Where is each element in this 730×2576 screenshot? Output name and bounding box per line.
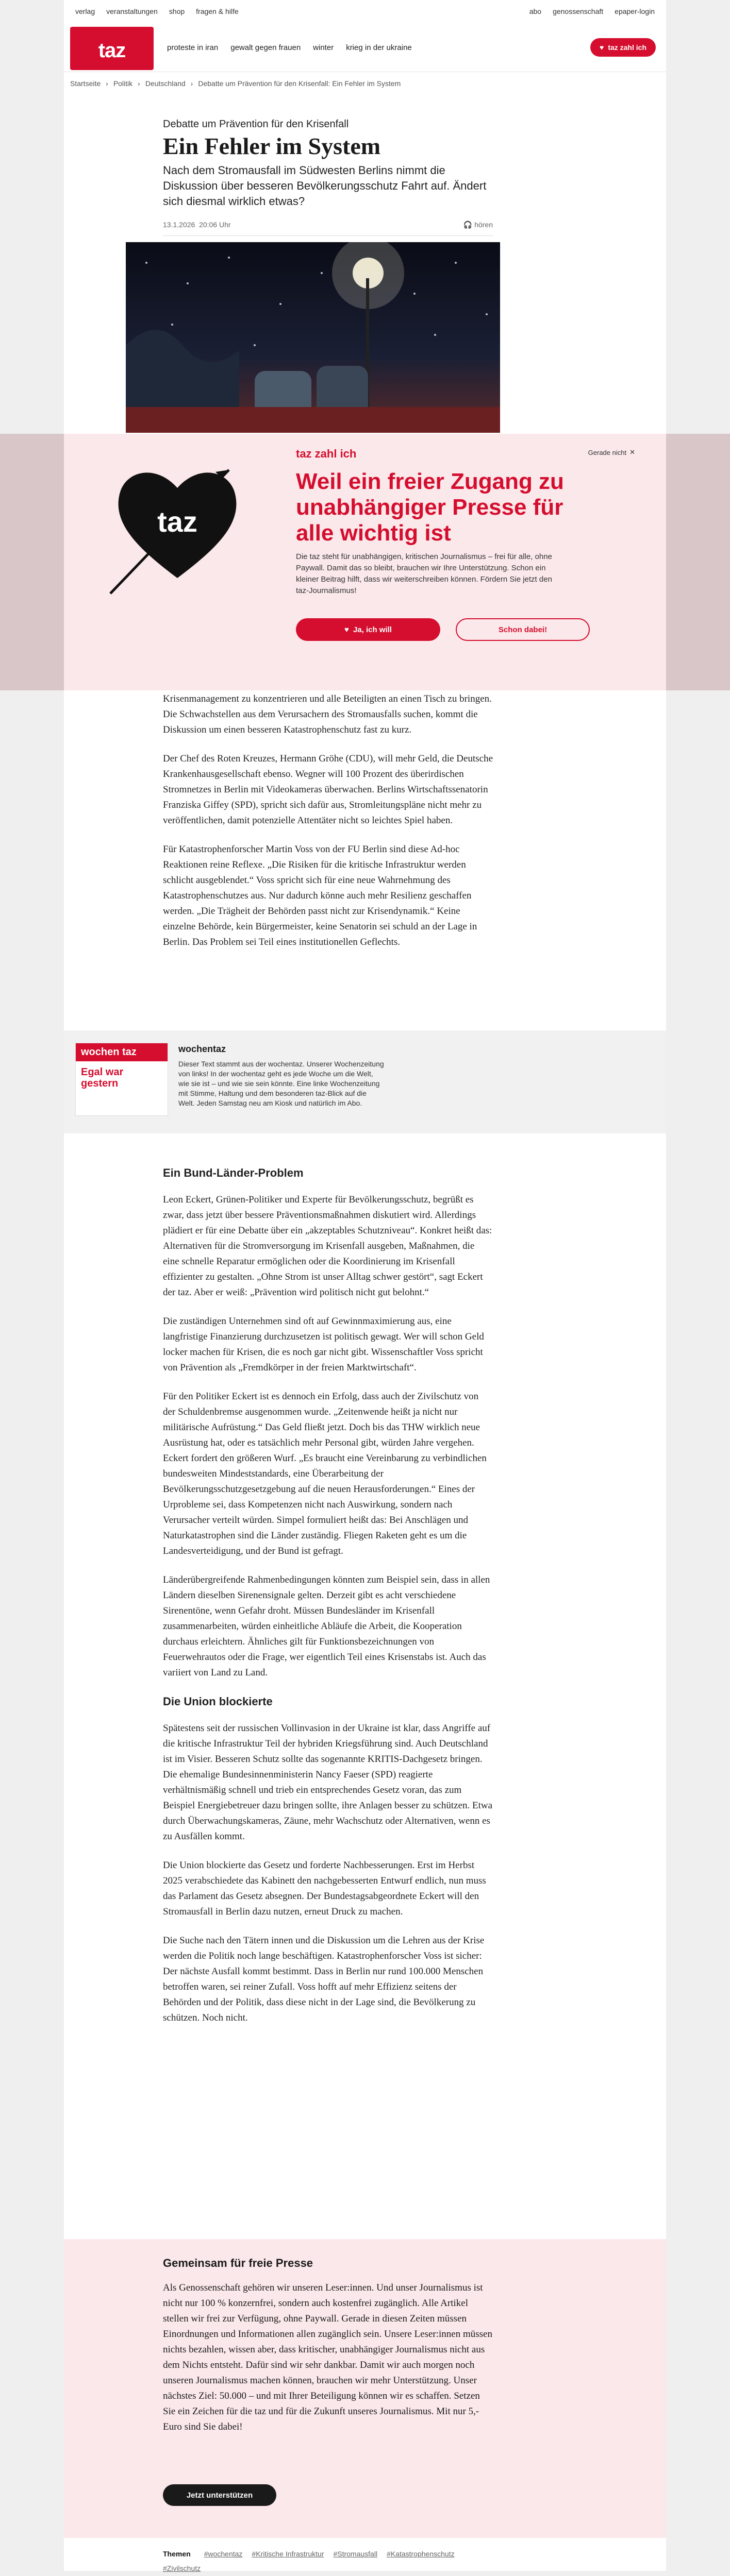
article-date: 13.1.2026	[163, 221, 195, 229]
overlay-close-button[interactable]	[588, 448, 635, 456]
breadcrumb	[70, 79, 401, 88]
taz-zahl-ich-button[interactable]	[590, 38, 656, 57]
nav-item-gewalt[interactable]: gewalt gegen frauen	[230, 43, 301, 52]
subheading: Ein Bund-Länder-Problem	[163, 1166, 304, 1179]
heart-icon: ♥	[344, 625, 349, 634]
taz-logo[interactable]	[70, 27, 154, 70]
listen-label: hören	[474, 221, 493, 229]
overlay-brand: taz zahl ich	[296, 447, 357, 460]
subheading: Die Union blockierte	[163, 1695, 273, 1708]
tags-label: Themen	[163, 2550, 191, 2558]
support-now-button[interactable]: Jetzt unterstützen	[163, 2484, 276, 2506]
nav-item-ukraine[interactable]: krieg in der ukraine	[346, 43, 412, 52]
support-title: Gemeinsam für freie Presse	[163, 2257, 313, 2269]
topic-nav	[167, 23, 412, 72]
breadcrumb-item[interactable]: Startseite	[70, 79, 101, 88]
overlay-yes-button[interactable]	[296, 618, 440, 641]
tag-link[interactable]: #Zivilschutz	[163, 2564, 201, 2572]
chevron-right-icon: ›	[106, 79, 108, 88]
article-paragraph: Die Union blockierte das Gesetz und forderte Nachbesserungen. Erst im Herbst 2025 verabschiedete das Kabinett den nachgebesserten Entwurf endlich, nun muss das Parlament das Gesetz absegnen. Der Bundestagsabgeordnete Eckert will den Stromausfall in Berlin dazu nutzen, erneut Druck zu machen.	[163, 1860, 486, 1917]
util-link-veranstaltungen[interactable]: veranstaltungen	[106, 7, 158, 15]
heart-arrow-logo	[105, 449, 250, 604]
breadcrumb-item[interactable]: Politik	[113, 79, 133, 88]
site-header	[64, 23, 666, 72]
breadcrumb-current: Debatte um Prävention für den Krisenfall: Ein Fehler im System	[198, 79, 401, 88]
utility-bar	[64, 0, 666, 23]
article-paragraph: Die Suche nach den Tätern innen und die Diskussion um die Lehren aus der Krise werden die Politik noch lange beschäftigen. Katastrophenforscher Voss ist sicher: Der nächste Ausfall kommt bestimmt. Dass in Berlin nur rund 100.000 Menschen betroffen waren, sei reiner Zufall. Voss hofft auf mehr Effizienz seitens der Behörden und der Politik, dass diese nicht in der Lage sind, die Bevölkerung zu schützen. Noch nicht.	[163, 1935, 485, 2023]
hero-image	[126, 242, 500, 433]
yes-label: Ja, ich will	[353, 625, 392, 634]
util-link-shop[interactable]: shop	[169, 7, 185, 15]
overlay-title: Weil ein freier Zugang zu unabhängiger Presse für alle wichtig ist	[296, 469, 564, 546]
support-block	[64, 2239, 666, 2538]
nav-item-winter[interactable]: winter	[313, 43, 334, 52]
donation-overlay	[0, 434, 730, 690]
util-link-abo[interactable]: abo	[529, 7, 542, 15]
util-link-hilfe[interactable]: fragen & hilfe	[196, 7, 239, 15]
article-time: 20:06 Uhr	[199, 221, 231, 229]
logo-heart-text: taz	[157, 505, 197, 538]
article-paragraph: Leon Eckert, Grünen-Politiker und Experte für Bevölkerungsschutz, begrüßt es zwar, dass jetzt über bessere Präventionsmaßnahmen diskutiert wird. Allerdings plädiert er für eine Debatte über ein „akzeptables Schutzniveau“. Konkret heißt das: Alternativen für die Stromversorgung im Krisenfall ausgeben, Maßnahmen, die eine schnelle Reparatur ermöglichen oder die Koordinierung im Krisenfall effizienter zu gestalten. „Ohne Strom ist unser Alltag schwer gestört“, sagt Eckert der taz. Aber er weiß: „Prävention wird politisch nicht gut belohnt.“	[163, 1194, 492, 1298]
breadcrumb-item[interactable]: Deutschland	[145, 79, 186, 88]
chevron-right-icon: ›	[190, 79, 193, 88]
article-paragraph: Für den Politiker Eckert ist es dennoch ein Erfolg, dass auch der Zivilschutz von der Schuldenbremse ausgenommen wurde. „Zeitenwende heißt ja nicht nur militärische Aufrüstung.“ Das Geld fließt jetzt. Doch bis das THW wirklich neue Ausrüstung hat, oder es tatsächlich mehr Personal gibt, würden Jahre vergehen. Eckert fordert den größeren Wurf. „Es braucht eine Vereinbarung zu verbindlichen bundesweiten Mindeststandards, eine Überarbeitung der Bevölkerungsschutzgesetzgebung auf die neuen Herausforderungen.“ Eines der Urprobleme sei, dass Kompetenzen nicht nach Auswirkung, sondern nach Verursacher verteilt würden. Simpel formuliert heißt das: Bei Anschlägen und Naturkatastrophen sind die Länder zuständig. Fliegen Raketen geht es um die Landesverteidigung, und der Bund ist gefragt.	[163, 1391, 487, 1556]
wochentaz-cover[interactable]	[75, 1043, 168, 1116]
wochentaz-title: wochentaz	[178, 1044, 226, 1054]
listen-button[interactable]: 🎧 hören	[463, 221, 493, 229]
heart-icon: ♥	[600, 43, 604, 52]
tag-link[interactable]: #Kritische Infrastruktur	[252, 2550, 324, 2558]
article-paragraph: Für Katastrophenforscher Martin Voss von der FU Berlin sind diese Ad-hoc Reaktionen reine Reflexe. „Die Risiken für die kritische Infrastruktur werden schlicht ausgeblendet.“ Voss spricht sich für eine neue Wahrnehmung des Katastrophenschutzes aus. Nur dadurch könne auch mehr Resilienz geschaffen werden. „Die Trägheit der Behörden passt nicht zur Krisendynamik.“ Keine einzelne Behörde, kein Bürgermeister, keine Senatorin sei schuld an der Lage in Berlin. Das Problem sei Teil eines institutionellen Geflechts.	[163, 844, 477, 947]
article-body-part1	[163, 691, 493, 963]
support-button-label: taz zahl ich	[608, 43, 646, 52]
tag-link[interactable]: #wochentaz	[204, 2550, 243, 2558]
article-paragraph: Der Chef des Roten Kreuzes, Hermann Gröhe (CDU), will mehr Geld, die Deutsche Krankenhausgesellschaft ebenso. Wegner will 100 Prozent des überirdischen Stromnetzes in Berlin mit Videokameras überwachen. Berlins Wirtschaftssenatorin Franziska Giffey (SPD), spricht sich dafür aus, Stromleitungspläne nicht mehr zu veröffentlichen, damit potenzielle Attentäter nicht so leichtes Spiel haben.	[163, 753, 493, 826]
close-icon: ✕	[629, 448, 635, 456]
article-body-part2	[163, 1161, 493, 2039]
tag-link[interactable]: #Katastrophenschutz	[387, 2550, 455, 2558]
donation-card	[64, 434, 666, 690]
overlay-text: Die taz steht für unabhängigen, kritischen Journalismus – frei für alle, ohne Paywall. Damit das so bleibt, brauchen wir Ihre Unterstützung. Schon ein kleiner Beitrag hilft, dass wir weiterschreiben können. Fördern Sie jetzt den taz-Journalismus!	[296, 552, 552, 595]
tag-link[interactable]: #Stromausfall	[333, 2550, 378, 2558]
logo-text: taz	[98, 39, 126, 62]
chevron-right-icon: ›	[138, 79, 140, 88]
util-link-verlag[interactable]: verlag	[75, 7, 95, 15]
overlay-already-button[interactable]: Schon dabei!	[456, 618, 590, 641]
support-text: Als Genossenschaft gehören wir unseren Leser:innen. Und unser Journalismus ist nicht nur 100 % konzernfrei, sondern auch kostenfrei zugänglich. Alle Artikel stellen wir frei zur Verfügung, ohne Paywall. Gerade in diesen Zeiten müssen Einordnungen und Informationen allen zugänglich sein. Unsere Leser:innen müssen nichts bezahlen, wissen aber, dass kritischer, unabhängiger Journalismus nicht aus dem Nichts entsteht. Dafür sind wir sehr dankbar. Damit wir auch morgen noch unseren Journalismus machen können, brauchen wir mehr Unterstützung. Unser nächstes Ziel: 50.000 – und mit Ihrer Beteiligung können wir es schaffen. Setzen Sie ein Zeichen für die taz und für die Zukunft unseres Journalismus. Mit nur 5,- Euro sind Sie dabei!	[163, 2282, 492, 2432]
wochentaz-promo	[64, 1030, 666, 1133]
cover-logo: wochen taz	[76, 1043, 168, 1061]
article-paragraph: Länderübergreifende Rahmenbedingungen könnten zum Beispiel sein, dass in allen Ländern dieselben Sirenensignale gelten. Derzeit gibt es acht verschiedene Sirenentöne, wenn Gefahr droht. Müssen Bundesländer im Krisenfall zusammenarbeiten, würden einheitliche Abläufe die Arbeit, die Kooperation durchaus erleichtern. Ähnliches gilt für Funktionsbezeichnungen von Feuerwehrautos oder die Frage, wer eigentlich Teil eines Krisenstabs ist. Auch das variiert von Land zu Land.	[163, 1574, 490, 1678]
article-paragraph: Die zuständigen Unternehmen sind oft auf Gewinnmaximierung aus, eine langfristige Finanzierung durchzusetzen ist politisch gewagt. Wer will schon Geld locker machen für Krisen, die es noch gar nicht gibt. Wissenschaftler Voss spricht von Prävention als „Fremdkörper in der freien Marktwirtschaft“.	[163, 1316, 484, 1373]
topic-tags	[163, 2548, 493, 2574]
cover-headline: Egal war gestern	[81, 1066, 124, 1089]
nav-item-iran[interactable]: proteste in iran	[167, 43, 219, 52]
article-headline: Ein Fehler im System	[163, 133, 381, 159]
article-paragraph: Krisenmanagement zu konzentrieren und alle Beteiligten an einen Tisch zu bringen. Die Schwachstellen aus dem Verursachern des Stromausfalls suchen, kommt die Diskussion um einen besseren Katastrophenschutz fast zu kurz.	[163, 693, 492, 735]
util-link-genossenschaft[interactable]: genossenschaft	[553, 7, 604, 15]
util-link-epaper-login[interactable]: epaper-login	[615, 7, 655, 15]
wochentaz-text: Dieser Text stammt aus der wochentaz. Unserer Wochenzeitung von links! In der wochentaz geht es jede Woche um die Welt, wie sie ist – und wie sie sein könnte. Eine linke Wochenzeitung mit Stimme, Haltung und dem besonderen taz-Blick auf die Welt. Jeden Samstag neu am Kiosk und natürlich im Abo.	[178, 1060, 384, 1107]
article-kicker: Debatte um Prävention für den Krisenfall	[163, 118, 349, 130]
article-teaser: Nach dem Stromausfall im Südwesten Berlins nimmt die Diskussion über besseren Bevölkerungsschutz Fahrt auf. Ändert sich diesmal wirklich etwas?	[163, 164, 487, 208]
close-label: Gerade nicht	[588, 448, 627, 456]
article-paragraph: Spätestens seit der russischen Vollinvasion in der Ukraine ist klar, dass Angriffe auf die kritische Infrastruktur Teil der hybriden Kriegsführung sind. Auch Deutschland ist im Visier. Besseren Schutz sollte das sogenannte KRITIS-Dachgesetz bringen. Die ehemalige Bundesinnenministerin Nancy Faeser (SPD) reagierte verhältnismäßig schnell und trieb ein entsprechendes Gesetz voran, das zum Beispiel Energiebetreuer dazu bringen sollte, ihre Anlagen besser zu schützen. Etwa durch Überwachungskameras, Zäune, mehr Wachschutz oder Alternativen, wenn es zu Ausfällen kommt.	[163, 1723, 493, 1842]
article-meta	[163, 221, 493, 236]
